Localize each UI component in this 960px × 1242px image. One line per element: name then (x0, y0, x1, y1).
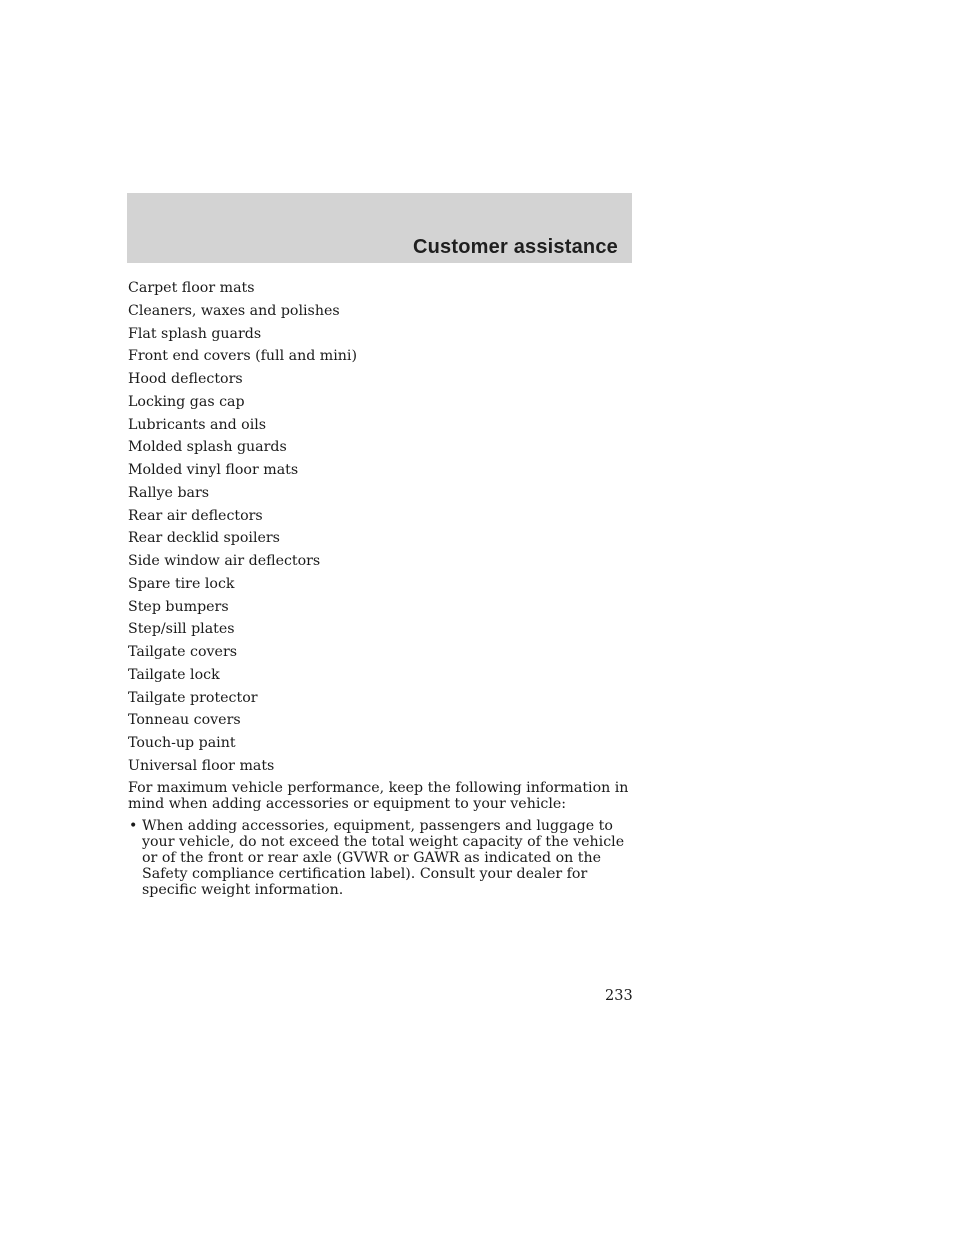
accessory-item: Cleaners, waxes and polishes (128, 302, 340, 319)
bullet-list (128, 818, 638, 898)
accessory-item: Touch-up paint (128, 735, 236, 751)
accessory-item: Flat splash guards (128, 325, 262, 342)
section-title: Customer assistance (412, 236, 618, 258)
accessory-item: Molded splash guards (128, 439, 287, 456)
intro-paragraph: For maximum vehicle performance, keep the following information in mind when adding accessories or equipment to your vehicle: (128, 779, 629, 812)
accessory-item: Side window air deflectors (128, 553, 321, 569)
accessory-item: Tailgate lock (128, 666, 220, 683)
accessory-item: Tailgate covers (128, 644, 238, 660)
bullet-text: When adding accessories, equipment, passengers and luggage to your vehicle, do not exceed the total weight capacity of the vehicle or of the front or rear axle (GVWR or GAWR as indicated on the Safety compliance certification label). Consult your dealer for specific weight information. (142, 817, 625, 898)
accessory-item: Step bumpers (128, 598, 229, 615)
accessory-item: Step/sill plates (128, 621, 235, 638)
accessory-item: Rear air deflectors (128, 507, 263, 524)
page-content (128, 277, 638, 898)
accessory-item: Hood deflectors (128, 371, 243, 387)
accessory-item: Tonneau covers (128, 712, 241, 729)
page-number: 233 (605, 988, 633, 1004)
accessory-item: Rear decklid spoilers (128, 530, 280, 547)
accessory-item: Lubricants and oils (128, 416, 267, 433)
accessory-item: Universal floor mats (128, 757, 275, 774)
accessory-list (128, 277, 638, 778)
accessory-item: Rallye bars (128, 484, 210, 501)
accessory-item: Molded vinyl floor mats (128, 462, 299, 478)
accessory-item: Locking gas cap (128, 393, 245, 410)
section-header-band (127, 193, 632, 263)
accessory-item: Tailgate protector (128, 689, 258, 706)
bullet-item (128, 818, 638, 898)
accessory-item: Front end covers (full and mini) (128, 348, 358, 365)
accessory-item: Spare tire lock (128, 575, 235, 592)
accessory-item: Carpet floor mats (128, 280, 255, 296)
bullet-icon: • (129, 817, 138, 834)
